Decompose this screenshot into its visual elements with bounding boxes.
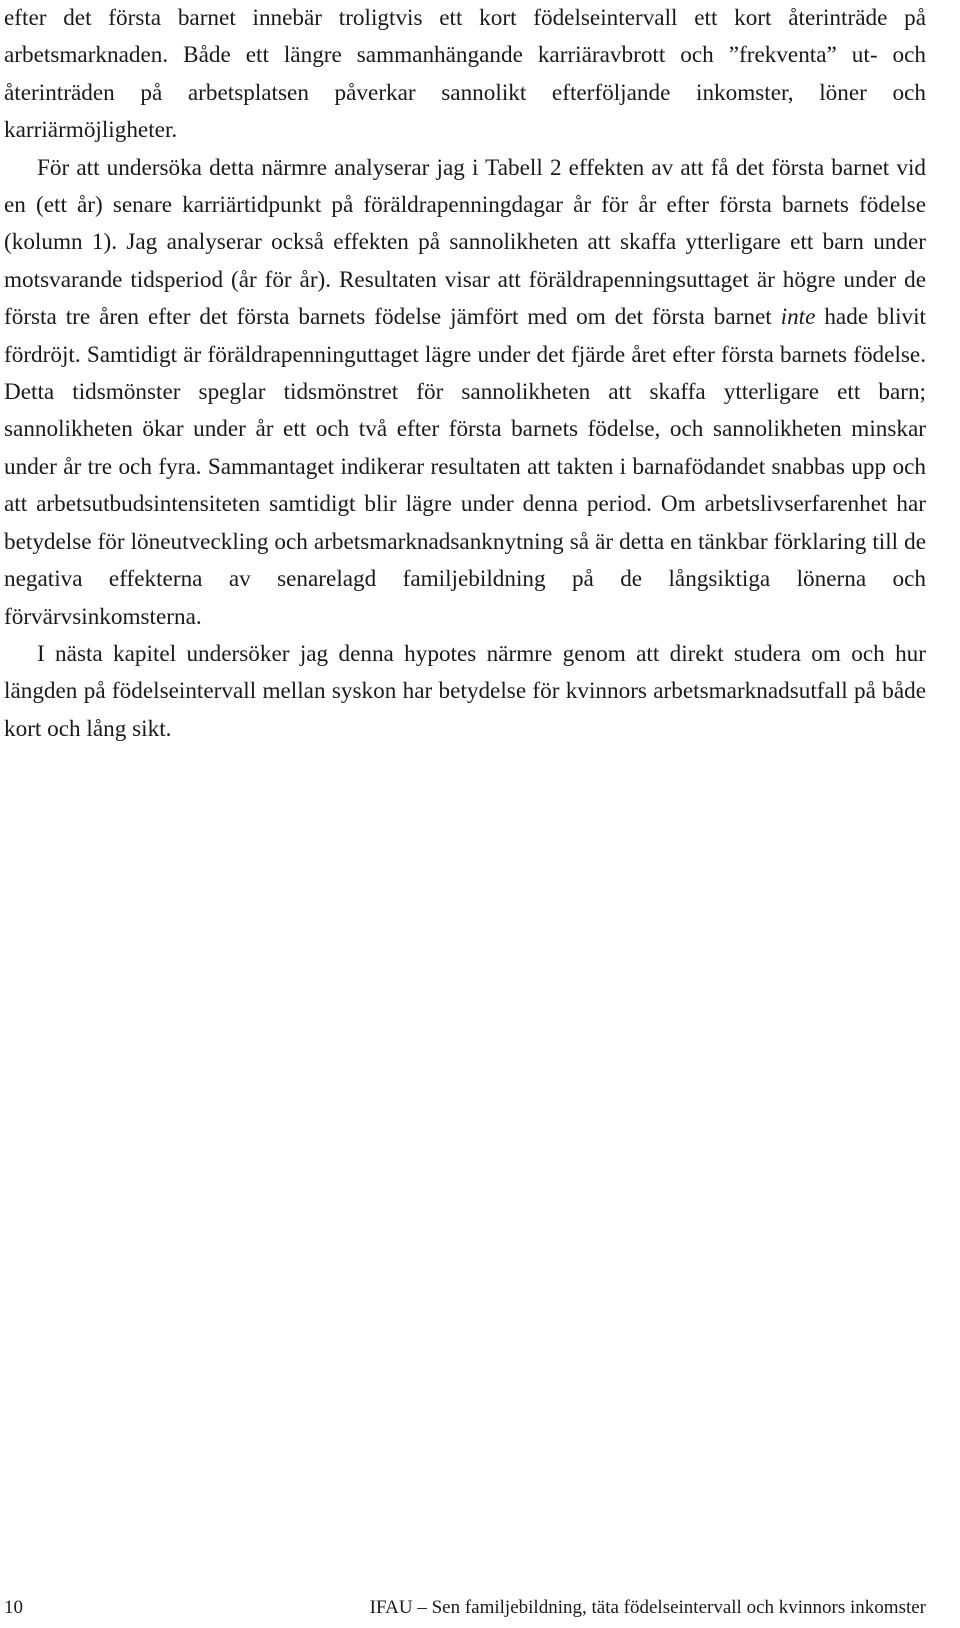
paragraph-next-chapter: I nästa kapitel undersöker jag denna hypotes närmre genom att direkt studera om och hur längden på födelseintervall mellan syskon har betydelse för kvinnors arbetsmarknadsutfall på både kort och lång sikt. (4, 640, 926, 742)
body-text (4, 0, 926, 748)
paragraph-analysis-text-after: hade blivit fördröjt. Samtidigt är föräldrapenninguttaget lägre under det fjärde året efter första barnets födelse. Detta tidsmönster speglar tidsmönstret för sannolikheten att skaffa ytterligare ett barn; sannolikheten ökar under år ett och två efter första barnets födelse, och sannolikheten minskar under år tre och fyra. Sammantaget indikerar resultaten att takten i barnafödandet snabbas upp och att arbetsutbudsintensiteten samtidigt blir lägre under denna period. Om arbetslivserfarenhet har betydelse för löneutveckling och arbetsmarknadsanknytning så är detta en tänkbar förklaring till de negativa effekterna av senarelagd familjebildning på de långsiktiga lönerna och förvärvsinkomsterna. (4, 304, 927, 630)
page-number: 10 (4, 1597, 23, 1618)
paragraph-analysis (4, 150, 926, 636)
running-title: IFAU – Sen familjebildning, täta födelseintervall och kvinnors inkomster (369, 1597, 926, 1618)
paragraph-analysis-text-before: För att undersöka detta närmre analyserar jag i Tabell 2 effekten av att få det första barnet vid en (ett år) senare karriärtidpunkt på föräldrapenningdagar år för år efter första barnets födelse (kolumn 1). Jag analyserar också effekten på sannolikheten att skaffa ytterligare ett barn under motsvarande tidsperiod (år för år). Resultaten visar att föräldrapenningsuttaget är högre under de första tre åren efter det första barnets födelse jämfört med om det första barnet (4, 154, 926, 331)
paragraph-continued: efter det första barnet innebär troligtvis ett kort födelseintervall ett kort återinträde på arbetsmarknaden. Både ett längre sammanhängande karriäravbrott och ”frekventa” ut- och återinträden på arbetsplatsen påverkar sannolikt efterföljande inkomster, löner och karriärmöjligheter. (4, 5, 926, 144)
page-footer (4, 1594, 926, 1622)
emphasis-inte: inte (780, 304, 816, 331)
